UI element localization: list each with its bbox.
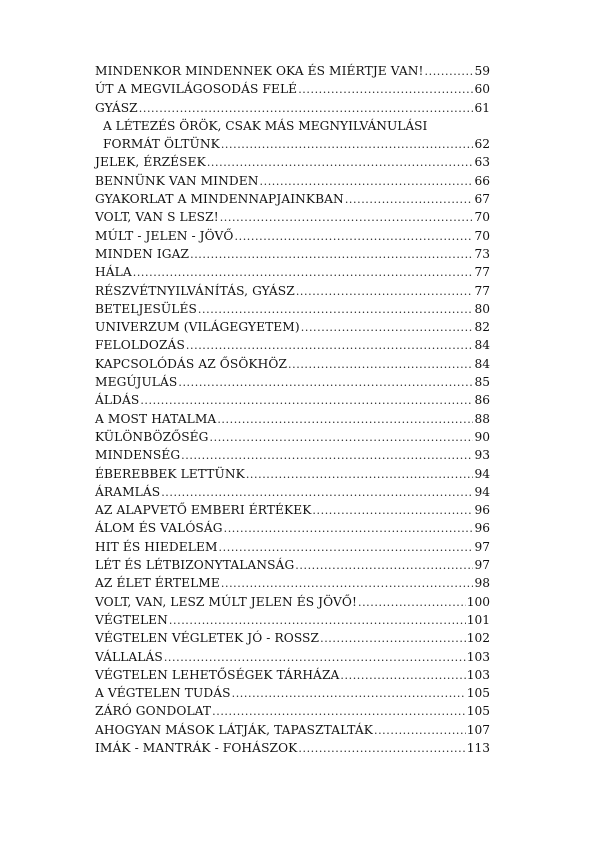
toc-entry-page-number: 61 bbox=[474, 100, 490, 115]
toc-entry-title: ZÁRÓ GONDOLAT bbox=[95, 704, 212, 719]
toc-entry bbox=[95, 666, 490, 684]
toc-entry-title: KAPCSOLÓDÁS AZ ŐSÖKHÖZ bbox=[95, 356, 288, 371]
dot-leader bbox=[178, 374, 473, 392]
toc-entry bbox=[95, 501, 490, 519]
toc-entry bbox=[95, 282, 490, 300]
dot-leader bbox=[224, 520, 474, 538]
toc-entry-page-number: 66 bbox=[474, 173, 490, 188]
toc-entry-title: ÁRAMLÁS bbox=[95, 484, 161, 499]
toc-entry-page-number: 97 bbox=[474, 539, 490, 554]
dot-leader bbox=[190, 246, 473, 264]
dot-leader bbox=[340, 667, 465, 685]
toc-entry-page-number: 67 bbox=[474, 192, 490, 207]
toc-entry-page-number: 96 bbox=[474, 521, 490, 536]
toc-entry bbox=[95, 702, 490, 720]
toc-entry-title: VÉGTELEN bbox=[95, 612, 168, 627]
toc-entry bbox=[95, 172, 490, 190]
toc-entry-page-number: 97 bbox=[474, 558, 490, 573]
toc-entry-page-number: 84 bbox=[474, 356, 490, 371]
toc-entry bbox=[95, 391, 490, 409]
toc-entry-title: HIT ÉS HIEDELEM bbox=[95, 539, 218, 554]
dot-leader bbox=[198, 301, 474, 319]
toc-entry bbox=[95, 684, 490, 702]
toc-entry-page-number: 90 bbox=[474, 429, 490, 444]
toc-entry bbox=[95, 574, 490, 592]
dot-leader bbox=[301, 319, 474, 337]
toc-entry-title: ÚT A MEGVILÁGOSODÁS FELÉ bbox=[95, 82, 298, 97]
toc-entry-title: ÁLDÁS bbox=[95, 393, 140, 408]
dot-leader bbox=[374, 722, 466, 740]
toc-entry-page-number: 113 bbox=[466, 740, 490, 755]
toc-entry bbox=[95, 538, 490, 556]
toc-entry-title: MEGÚJULÁS bbox=[95, 375, 178, 390]
dot-leader bbox=[358, 594, 466, 612]
toc-entry-page-number: 105 bbox=[466, 686, 490, 701]
toc-entry-title: A VÉGTELEN TUDÁS bbox=[95, 686, 231, 701]
toc-entry-title: VOLT, VAN S LESZ! bbox=[95, 210, 219, 225]
toc-entry-title: MINDENKOR MINDENNEK OKA ÉS MIÉRTJE VAN! bbox=[95, 64, 424, 78]
dot-leader bbox=[232, 685, 466, 703]
toc-entry-page-number: 82 bbox=[474, 320, 490, 335]
toc-entry-title: BENNÜNK VAN MINDEN bbox=[95, 173, 259, 188]
toc-entry bbox=[95, 629, 490, 647]
toc-entry bbox=[95, 428, 490, 446]
toc-entry bbox=[95, 318, 490, 336]
toc-entry-page-number: 103 bbox=[466, 667, 490, 682]
dot-leader bbox=[164, 649, 466, 667]
toc-entry bbox=[95, 227, 490, 245]
dot-leader bbox=[220, 209, 474, 227]
toc-entry bbox=[95, 245, 490, 263]
dot-leader bbox=[260, 173, 474, 191]
toc-entry-title: AZ ÉLET ÉRTELME bbox=[95, 576, 220, 591]
toc-entry-title: VOLT, VAN, LESZ MÚLT JELEN ÉS JÖVŐ! bbox=[95, 594, 357, 609]
dot-leader bbox=[425, 63, 474, 81]
dot-leader bbox=[298, 81, 473, 99]
dot-leader bbox=[296, 283, 474, 301]
toc-entry-page-number: 63 bbox=[474, 155, 490, 170]
toc-entry bbox=[95, 355, 490, 373]
toc-entry bbox=[95, 721, 490, 739]
toc-entry bbox=[95, 465, 490, 483]
toc-entry-page-number: 70 bbox=[474, 228, 490, 243]
toc-entry-page-number: 100 bbox=[466, 594, 490, 609]
toc-entry-page-number: 80 bbox=[474, 301, 490, 316]
toc-entry-page-number: 98 bbox=[474, 576, 490, 591]
toc-entry bbox=[95, 611, 490, 629]
dot-leader bbox=[320, 630, 466, 648]
toc-entry-title: MÚLT - JELEN - JÖVŐ bbox=[95, 228, 234, 243]
toc-entry-title: RÉSZVÉTNYILVÁNÍTÁS, GYÁSZ bbox=[95, 283, 295, 298]
toc-entry bbox=[95, 99, 490, 117]
dot-leader bbox=[345, 191, 474, 209]
toc-entry bbox=[95, 483, 490, 501]
dot-leader bbox=[221, 136, 474, 154]
dot-leader bbox=[139, 100, 474, 118]
toc-entry bbox=[95, 208, 490, 226]
toc-entry bbox=[95, 80, 490, 98]
toc-entry-page-number: 107 bbox=[466, 722, 490, 737]
dot-leader bbox=[221, 575, 474, 593]
table-of-contents bbox=[95, 62, 490, 757]
dot-leader bbox=[212, 703, 466, 721]
toc-entry bbox=[95, 300, 490, 318]
toc-entry-page-number: 96 bbox=[474, 503, 490, 518]
toc-entry-title: HÁLA bbox=[95, 265, 132, 280]
toc-entry-title: MINDEN IGAZ bbox=[95, 246, 190, 261]
toc-entry-title: FORMÁT ÖLTÜNK bbox=[103, 137, 220, 152]
toc-entry-title: VÉGTELEN LEHETŐSÉGEK TÁRHÁZA bbox=[95, 667, 340, 682]
dot-leader bbox=[288, 356, 473, 374]
toc-entry bbox=[95, 190, 490, 208]
toc-entry-page-number: 94 bbox=[474, 466, 490, 481]
toc-entry-title-line: A LÉTEZÉS ÖRÖK, CSAK MÁS MEGNYILVÁNULÁSI bbox=[103, 118, 428, 133]
toc-entry-title: ÉBEREBBEK LETTÜNK bbox=[95, 466, 245, 481]
toc-entry bbox=[95, 62, 490, 80]
toc-entry-page-number: 103 bbox=[466, 649, 490, 664]
dot-leader bbox=[298, 740, 465, 758]
toc-entry-page-number: 101 bbox=[466, 612, 490, 627]
dot-leader bbox=[235, 228, 474, 246]
toc-entry-title: FELOLDOZÁS bbox=[95, 338, 185, 353]
toc-entry-page-number: 60 bbox=[474, 82, 490, 97]
toc-entry-page-number: 77 bbox=[474, 265, 490, 280]
toc-entry-title: VÁLLALÁS bbox=[95, 649, 163, 664]
toc-entry bbox=[95, 556, 490, 574]
toc-entry-title: A MOST HATALMA bbox=[95, 411, 217, 426]
toc-entry-page-number: 102 bbox=[466, 631, 490, 646]
toc-entry-title: ÁLOM ÉS VALÓSÁG bbox=[95, 521, 223, 536]
toc-entry-page-number: 77 bbox=[474, 283, 490, 298]
toc-entry bbox=[95, 648, 490, 666]
toc-entry-page-number: 84 bbox=[474, 338, 490, 353]
toc-entry-title: GYAKORLAT A MINDENNAPJAINKBAN bbox=[95, 192, 344, 207]
toc-entry-page-number: 62 bbox=[474, 137, 490, 152]
dot-leader bbox=[246, 466, 474, 484]
toc-entry-page-number: 105 bbox=[466, 704, 490, 719]
toc-entry-title: LÉT ÉS LÉTBIZONYTALANSÁG bbox=[95, 558, 295, 573]
toc-entry bbox=[95, 519, 490, 537]
toc-entry-title: VÉGTELEN VÉGLETEK JÓ - ROSSZ bbox=[95, 631, 320, 646]
toc-entry-page-number: 73 bbox=[474, 246, 490, 261]
toc-entry-title: GYÁSZ bbox=[95, 100, 138, 115]
dot-leader bbox=[295, 557, 473, 575]
toc-entry-title: KÜLÖNBÖZŐSÉG bbox=[95, 429, 209, 444]
toc-entry bbox=[95, 446, 490, 464]
toc-entry-title: IMÁK - MANTRÁK - FOHÁSZOK bbox=[95, 740, 298, 755]
toc-entry-page-number: 86 bbox=[474, 393, 490, 408]
dot-leader bbox=[207, 154, 474, 172]
toc-entry-page-number: 59 bbox=[474, 64, 490, 78]
toc-entry-page-number: 88 bbox=[474, 411, 490, 426]
dot-leader bbox=[133, 264, 474, 282]
toc-entry bbox=[95, 593, 490, 611]
dot-leader bbox=[140, 392, 473, 410]
toc-entry-page-number: 70 bbox=[474, 210, 490, 225]
toc-entry-page-number: 94 bbox=[474, 484, 490, 499]
dot-leader bbox=[169, 612, 466, 630]
toc-entry-title: BETELJESÜLÉS bbox=[95, 301, 197, 316]
dot-leader bbox=[181, 447, 473, 465]
toc-entry bbox=[95, 153, 490, 171]
toc-entry-title: UNIVERZUM (VILÁGEGYETEM) bbox=[95, 320, 300, 335]
toc-entry-page-number: 93 bbox=[474, 448, 490, 463]
toc-entry bbox=[95, 336, 490, 354]
toc-entry bbox=[95, 410, 490, 428]
toc-entry-title: AHOGYAN MÁSOK LÁTJÁK, TAPASZTALTÁK bbox=[95, 722, 373, 737]
dot-leader bbox=[186, 337, 474, 355]
dot-leader bbox=[161, 484, 473, 502]
toc-entry-title: JELEK, ÉRZÉSEK bbox=[95, 155, 206, 170]
dot-leader bbox=[217, 411, 473, 429]
toc-entry bbox=[95, 263, 490, 281]
toc-entry bbox=[95, 135, 490, 153]
toc-entry-title: AZ ALAPVETŐ EMBERI ÉRTÉKEK bbox=[95, 503, 312, 518]
dot-leader bbox=[219, 539, 474, 557]
toc-entry bbox=[95, 373, 490, 391]
toc-entry-title: MINDENSÉG bbox=[95, 448, 181, 463]
dot-leader bbox=[210, 429, 474, 447]
toc-entry bbox=[95, 739, 490, 757]
dot-leader bbox=[312, 502, 473, 520]
toc-entry-page-number: 85 bbox=[474, 375, 490, 390]
